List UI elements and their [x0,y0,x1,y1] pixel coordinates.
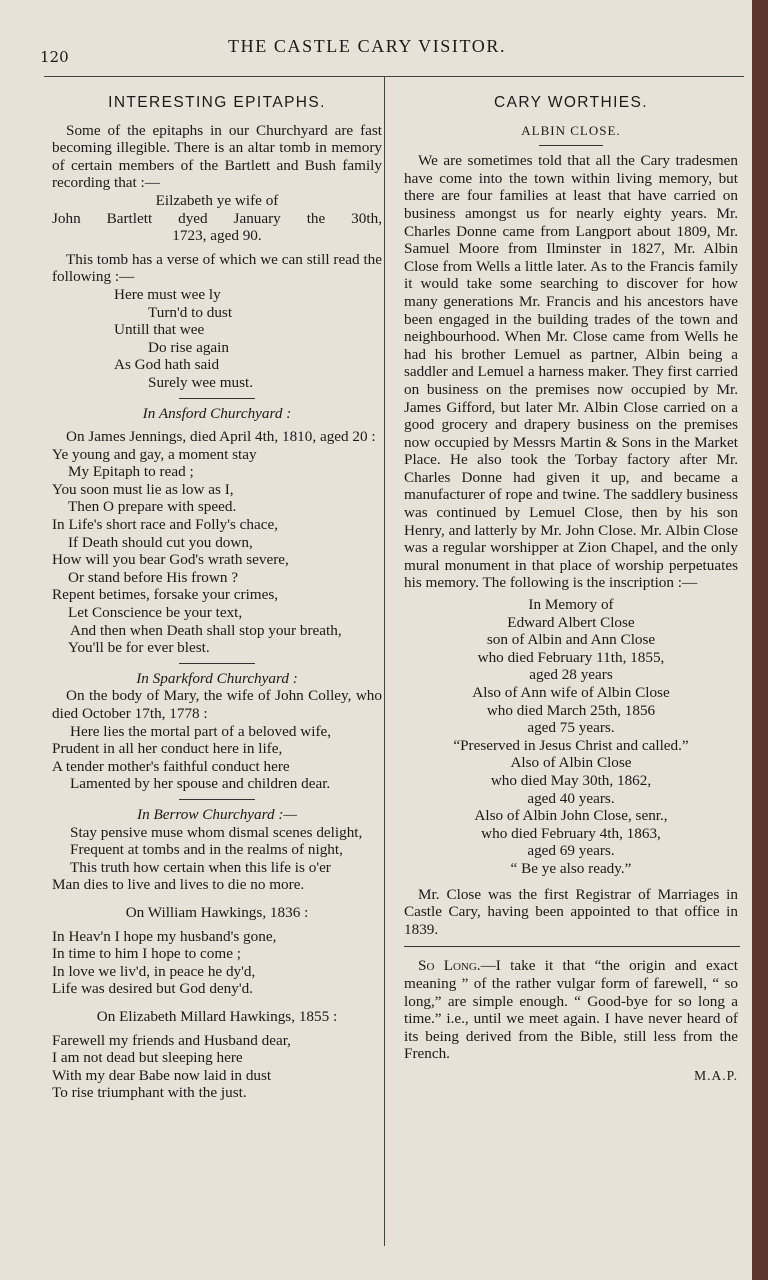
verse-line: Here lies the mortal part of a beloved wife, [70,722,332,740]
verse-line: Life was desired but God deny'd. [52,980,253,998]
inscription-line: Also of Albin Close [510,754,632,772]
elizabeth-verse [52,1032,382,1102]
verse-line: And then when Death shall stop your breath, [70,621,342,639]
section-rule [179,398,255,399]
verse-line: Surely wee must. [148,373,254,391]
subheading-rule [539,145,603,146]
so-long-body: —I take it that “the origin and exact meaning ” of the rather vulgar form of farewell, “ so long,” are simple enough. “ Good-bye for so long a time.” i.e., until we meet again. I have never heard of its being derived from the Bible, still less from the French. [404,957,739,1063]
verse-line: Do rise again [148,338,229,356]
epitaphs-intro: Some of the epitaphs in our Churchyard are fast becoming illegible. There is an altar tomb in memory of certain members of the Bartlett and Bush family recording that :— [52,121,382,192]
registrar-note: Mr. Close was the first Registrar of Marriages in Castle Cary, having been appointed to that office in 1839. [404,885,738,938]
inscription-line: In Memory of [528,596,614,614]
inscription-line: who died March 25th, 1856 [486,701,656,719]
book-edge [752,0,768,1280]
verse-line: Frequent at tombs and in the realms of night, [70,841,343,859]
tomb-text: This tomb has a verse of which we can still read the following :— [52,250,382,286]
verse-line: How will you bear God's wrath severe, [52,551,289,569]
inscription-line: 1723, aged 90. [172,227,262,245]
inscription-line: who died February 11th, 1855, [477,648,665,666]
berrow-verse [52,824,382,894]
verse-line: Prudent in all her conduct here in life, [52,740,283,758]
inscription-line: “Preserved in Jesus Christ and called.” [453,736,689,754]
verse-line: Lamented by her spouse and children dear. [70,775,331,793]
right-column [404,78,738,1084]
tomb-verse [52,286,382,392]
ansford-heading: In Ansford Churchyard : [142,404,292,422]
inscription-line: who died February 4th, 1863, [481,824,661,842]
verse-line: My Epitaph to read ; [68,463,194,481]
verse-line: Man dies to live and lives to die no more. [52,876,305,894]
inscription-line: aged 75 years. [527,719,615,737]
verse-line: Here must wee ly [114,285,221,303]
section-rule [404,946,740,947]
verse-line: I am not dead but sleeping here [52,1049,243,1067]
inscription-line: Eilzabeth ye wife of [155,191,279,209]
verse-line: Farewell my friends and Husband dear, [52,1031,291,1049]
verse-line: This truth how certain when this life is o'er [70,858,331,876]
inscription-line: aged 40 years. [527,789,615,807]
verse-line: In love we liv'd, in peace he dy'd, [52,962,256,980]
verse-line: In time to him I hope to come ; [52,945,241,963]
jennings-intro: On James Jennings, died April 4th, 1810, aged 20 : [66,428,376,446]
section-rule [179,799,255,800]
verse-line: Stay pensive muse whom dismal scenes delight, [70,823,363,841]
so-long-lead: So Long. [418,957,481,975]
verse-line: Untill that wee [114,321,205,339]
so-long-note [404,957,738,1063]
worthies-subheading: ALBIN CLOSE. [521,122,621,138]
verse-line: Repent betimes, forsake your crimes, [52,586,279,604]
sparkford-heading: In Sparkford Churchyard : [136,669,298,687]
verse-line: In Heav'n I hope my husband's gone, [52,927,277,945]
colley-intro: On the body of Mary, the wife of John Colley, who died October 17th, 1778 : [52,687,382,722]
header-rule [44,76,744,77]
jennings-verse [52,446,382,657]
inscription-line: who died May 30th, 1862, [490,771,652,789]
verse-line: In Life's short race and Folly's chace, [52,516,279,534]
hawkings-heading: On William Hawkings, 1836 : [125,903,309,921]
verse-line: A tender mother's faithful conduct here [52,757,290,775]
left-column [52,78,382,1102]
section-rule [179,663,255,664]
verse-line: With my dear Babe now laid in dust [52,1066,272,1084]
inscription-line: Also of Albin John Close, senr., [474,807,668,825]
verse-line: Then O prepare with speed. [68,498,237,516]
epitaphs-heading: INTERESTING EPITAPHS. [108,94,326,111]
berrow-heading: In Berrow Churchyard :— [137,805,297,823]
page-header [0,30,752,66]
inscription-line: Edward Albert Close [507,613,635,631]
verse-line: If Death should cut you down, [68,533,253,551]
worthies-body: We are sometimes told that all the Cary tradesmen have come into the town within living memory, but there are four families at least that have carried on business amongst us for nearly eighty years. Mr. Charles Donne came from Langport about 1809, Mr. Samuel Moore from Ilminster in 1827, Mr. Albin Close from Wells a little later. As to the Francis family it would take some searching to discover for how many generations Mr. Francis and his ancestors have been engaged in the building trades of the town and neighbourhood. When Mr. Close came from Wells he had his brother Lemuel as partner, Albin being a saddler and Lemuel a harness maker. They first carried on business on the premises now occupied by Mr. James Gifford, but later Mr. Albin Close carried on a good grocery and drapery business on the premises now occupied by Messrs Martin & Sons in the Market Place. He also took the Torbay factory after Mr. Charles Donne had given it up, and became a manufacturer of rope and twine. The saddlery business was continued by Lemuel Close, then by his son Henry, and latterly by Mr. John Close. Mr. Albin Close was a regular worshipper at Zion Chapel, and the only mural monument in that place of worship perpetuates his memory. The following is the inscription :— [404,152,738,592]
verse-line: Ye young and gay, a moment stay [52,445,257,463]
inscription-line: aged 28 years [529,666,613,684]
inscription-line: son of Albin and Ann Close [486,631,656,649]
verse-line: Turn'd to dust [148,303,233,321]
verse-line: You'll be for ever blest. [68,639,210,657]
verse-line: Or stand before His frown ? [68,568,238,586]
inscription-line: John Bartlett dyed January the 30th, [52,209,382,227]
hawkings-verse [52,928,382,998]
verse-line: As God hath said [114,356,220,374]
page-number: 120 [40,48,69,66]
verse-line: You soon must lie as low as I, [52,480,234,498]
worthies-heading: CARY WORTHIES. [494,94,648,111]
elizabeth-heading: On Elizabeth Millard Hawkings, 1855 : [96,1007,338,1025]
signature: M.A.P. [694,1067,738,1083]
bartlett-inscription [52,192,382,245]
colley-verse [52,723,382,793]
column-divider [384,76,385,1246]
running-title: THE CASTLE CARY VISITOR. [228,36,507,56]
verse-line: Let Conscience be your text, [68,604,243,622]
inscription-line: Also of Ann wife of Albin Close [472,684,670,701]
close-inscription [404,596,738,878]
inscription-line: “ Be ye also ready.” [510,859,632,877]
verse-line: To rise triumphant with the just. [52,1084,247,1102]
inscription-line: aged 69 years. [527,842,615,860]
